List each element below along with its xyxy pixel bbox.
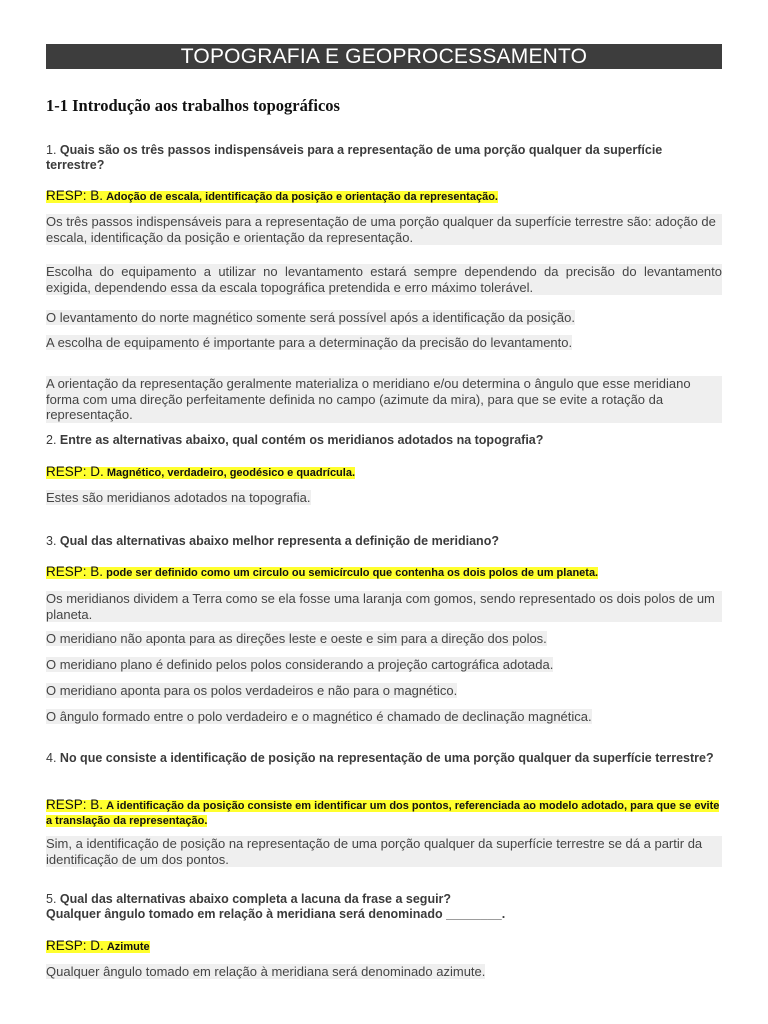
answer-tag: RESP: D. (46, 938, 104, 953)
answer-4 (46, 797, 722, 829)
explanation-3-4: O meridiano aponta para os polos verdadeiros e não para o magnético. (46, 683, 458, 698)
question-3 (46, 534, 722, 549)
question-number: 1. (46, 143, 57, 157)
explanation-2-1: Estes são meridianos adotados na topografia. (46, 490, 311, 505)
question-text-line2: Qualquer ângulo tomado em relação à meridiana será denominado ________. (46, 907, 506, 921)
explanation-1-1: Os três passos indispensáveis para a representação de uma porção qualquer da superfície terrestre são: adoção de escala, identificação da posição e orientação da representação. (46, 214, 722, 245)
question-number: 2. (46, 433, 57, 447)
question-text-line1: Qual das alternativas abaixo completa a lacuna da frase a seguir? (59, 892, 452, 906)
answer-3 (46, 564, 722, 581)
section-heading: 1-1 Introdução aos trabalhos topográficos (46, 96, 340, 115)
question-text: No que consiste a identificação de posição na representação de uma porção qualquer da superfície terrestre? (59, 751, 714, 765)
question-text: Entre as alternativas abaixo, qual contém os meridianos adotados na topografia? (59, 433, 544, 447)
question-5 (46, 892, 722, 922)
explanation-1-2: Escolha do equipamento a utilizar no levantamento estará sempre dependendo da precisão do levantamento exigida, dependendo essa da escala topográfica pretendida e erro máximo tolerável. (46, 264, 722, 295)
answer-text: A identificação da posição consiste em identificar um dos pontos, referenciada ao modelo adotado, para que se evite a translação da representação. (46, 800, 720, 827)
answer-1 (46, 188, 722, 205)
answer-text: Magnético, verdadeiro, geodésico e quadrícula. (106, 467, 356, 479)
answer-text: pode ser definido como um circulo ou semicírculo que contenha os dois polos de um planeta. (106, 567, 599, 579)
explanation-3-5: O ângulo formado entre o polo verdadeiro e o magnético é chamado de declinação magnética. (46, 709, 592, 724)
question-4 (46, 751, 722, 766)
explanation-5-1: Qualquer ângulo tomado em relação à meridiana será denominado azimute. (46, 964, 486, 979)
answer-tag: RESP: D. (46, 464, 104, 479)
explanation-1-5: A orientação da representação geralmente materializa o meridiano e/ou determina o ângulo que esse meridiano forma com uma direção perfeitamente definida no campo (azimute da mira), para que se evite a rotação da representação. (46, 376, 722, 423)
question-text: Qual das alternativas abaixo melhor representa a definição de meridiano? (59, 534, 499, 548)
question-number: 4. (46, 751, 57, 765)
answer-2 (46, 464, 722, 481)
explanation-3-3: O meridiano plano é definido pelos polos considerando a projeção cartográfica adotada. (46, 657, 554, 672)
answer-5 (46, 938, 722, 955)
explanation-4-1: Sim, a identificação de posição na representação de uma porção qualquer da superfície terrestre se dá a partir da identificação de um dos pontos. (46, 836, 722, 867)
explanation-1-3: O levantamento do norte magnético somente será possível após a identificação da posição. (46, 310, 575, 325)
answer-tag: RESP: B. (46, 797, 104, 812)
answer-tag: RESP: B. (46, 188, 104, 203)
answer-text: Azimute (106, 941, 150, 953)
question-2 (46, 433, 722, 448)
question-number: 3. (46, 534, 57, 548)
explanation-3-1: Os meridianos dividem a Terra como se ela fosse uma laranja com gomos, sendo representado os dois polos de um planeta. (46, 591, 722, 622)
answer-text: Adoção de escala, identificação da posição e orientação da representação. (106, 191, 498, 203)
question-text: Quais são os três passos indispensáveis para a representação de uma porção qualquer da superfície terrestre? (46, 143, 663, 172)
question-1 (46, 143, 722, 173)
answer-tag: RESP: B. (46, 564, 104, 579)
document-title: TOPOGRAFIA E GEOPROCESSAMENTO (46, 44, 722, 69)
explanation-1-4: A escolha de equipamento é importante para a determinação da precisão do levantamento. (46, 335, 573, 350)
explanation-3-2: O meridiano não aponta para as direções leste e oeste e sim para a direção dos polos. (46, 631, 547, 646)
question-number: 5. (46, 892, 57, 906)
